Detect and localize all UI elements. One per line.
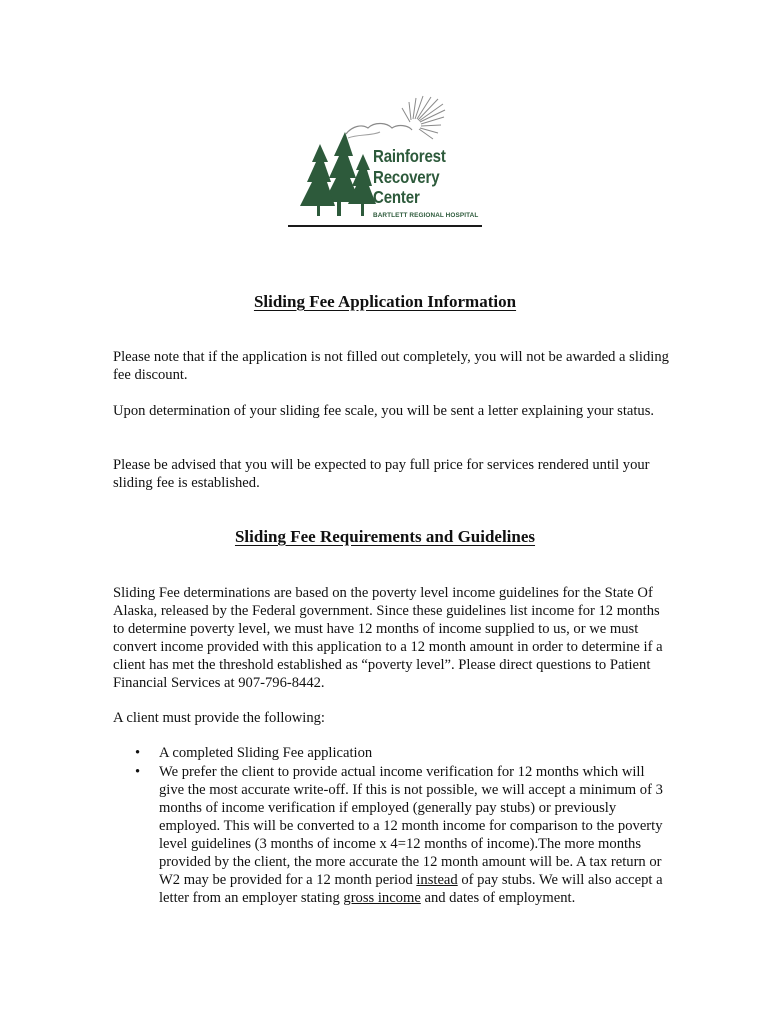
list-item-text-part3: and dates of employment. <box>420 890 576 906</box>
client-must-provide-lead: A client must provide the following: <box>113 710 325 726</box>
sun-icon <box>402 96 445 139</box>
application-info-heading: Sliding Fee Application Information <box>253 292 517 311</box>
full-price-note: Please be advised that you will be expected to pay full price for services rendered until your sliding fee is established. <box>113 457 650 491</box>
bullet-icon: • <box>135 745 141 761</box>
logo-subtitle: BARTLETT REGIONAL HOSPITAL <box>373 212 479 219</box>
poverty-guidelines-paragraph: Sliding Fee determinations are based on the poverty level income guidelines for the State Of Alaska, released by the Federal government. Since these guidelines list income for 12 months to determine poverty level, we must have 12 months of income supplied to us, or we must convert income provided with this application to a 12 month amount in order to determine if a client has met the threshold established as “poverty level”. Please direct questions to Patient Financial Services at 907-796-8442. <box>113 585 663 691</box>
logo-underline <box>288 225 482 227</box>
list-item-text <box>159 764 663 906</box>
list-item-text-part1: We prefer the client to provide actual income verification for 12 months which will give the most accurate write-off. If this is not possible, we will accept a minimum of 3 months of income verification if employed (generally pay stubs) or previously employed. This will be converted to a 12 month income for comparison to the poverty level guidelines (3 months of income x 4=12 months of income).The more months provided by the client, the more accurate the 12 month amount will be. A tax return or W2 may be provided for a 12 month period <box>159 764 663 888</box>
logo-name <box>373 146 446 208</box>
determination-letter-note: Upon determination of your sliding fee scale, you will be sent a letter explaining your status. <box>113 403 655 419</box>
rainforest-recovery-center-logo <box>288 94 484 228</box>
tree-icon <box>300 132 376 216</box>
logo-name-line2: Recovery <box>373 166 440 187</box>
requirements-list <box>113 744 673 908</box>
bullet-icon: • <box>135 764 141 780</box>
underlined-gross-income: gross income <box>343 890 421 906</box>
list-item <box>113 744 673 762</box>
logo-name-line1: Rainforest <box>373 146 446 166</box>
list-item-text-part2: of pay stubs. We will also accept a letter from an employer stating <box>159 872 663 906</box>
underlined-instead: instead <box>416 872 458 888</box>
logo-name-line3: Center <box>373 187 420 207</box>
incomplete-application-note: Please note that if the application is not filled out completely, you will not be awarded a sliding fee discount. <box>113 349 669 383</box>
requirements-guidelines-heading: Sliding Fee Requirements and Guidelines <box>234 527 536 546</box>
list-item-text: A completed Sliding Fee application <box>159 745 373 761</box>
list-item <box>113 763 673 907</box>
